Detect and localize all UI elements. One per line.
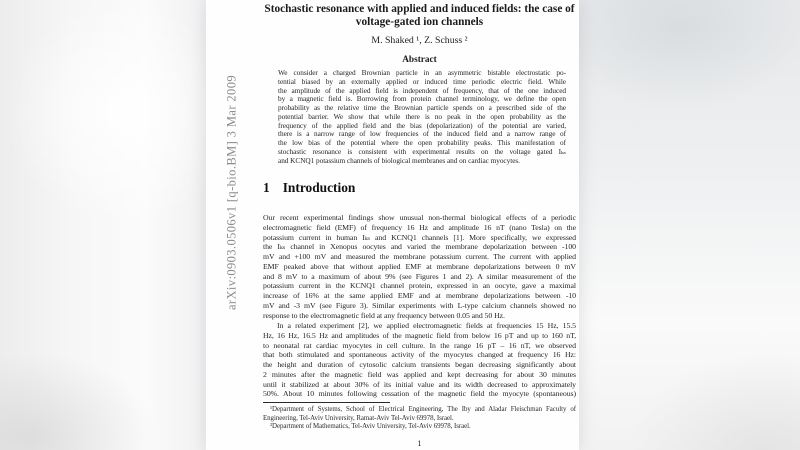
text-line: mV and -3 mV (see Figure 3). Similar experiments with L-type calcium channels showed no: [263, 300, 576, 310]
backdrop-left-strip: [0, 0, 206, 450]
text-line: until it stabilized at about 30% of its initial value and its width decreased to approximately: [263, 379, 576, 389]
text-line: the Iₖₛ channel in Xenopus oocytes and varied the membrane depolarization between -100: [263, 242, 576, 252]
text-line: electromagnetic field (EMF) of frequency 16 Hz and amplitude 16 nT (nano Tesla) on the: [263, 222, 576, 232]
text-line: the low bias of the potential where the open probability peaks. This manifestation of: [278, 138, 566, 147]
paper-page: [206, 0, 579, 450]
text-line: response to the electromagnetic field at any frequency between 0.05 and 50 Hz.: [263, 310, 505, 320]
text-line: Our recent experimental findings show unusual non-thermal biological effects of a periodic: [263, 213, 576, 222]
intro-paragraph-2: [263, 321, 576, 399]
text-line: 2 minutes after the magnetic field was applied and kept decreasing for about 30 minutes: [263, 369, 576, 379]
text-line: and 8 mV to a maximum of about 9% (see Figures 1 and 2). A similar measurement of the: [263, 271, 576, 281]
text-line: by a magnetic field is. Borrowing from protein channel terminology, we define the open: [278, 94, 566, 104]
text-line: increase of 16% at the same applied EMF and at membrane depolarizations between -10: [263, 291, 576, 300]
text-line: tential biased by an externally applied or induced time periodic electric field. While: [278, 76, 566, 86]
abstract-body: [278, 69, 566, 165]
text-line: potassium current in the KCNQ1 channel protein, expressed in an oocyte, gave a maximal: [263, 281, 576, 291]
section-heading-introduction: [263, 180, 576, 196]
text-line: potassium current in human Iₖₛ and KCNQ1 channels [1]. More specifically, we expressed: [263, 232, 576, 242]
abstract-heading: Abstract: [402, 55, 437, 65]
text-line: the amplitude of the applied field is independent of frequency, that of the one induced: [278, 85, 566, 95]
text-line: frequency of the applied field and the bias (depolarization) of the potential are varied,: [278, 120, 566, 130]
text-line: We consider a charged Brownian particle in an asymmetric bistable electrostatic po-: [278, 68, 566, 77]
text-line: Hz, 16 Hz, 16.5 Hz and amplitudes of the magnetic field from below 16 pT and up to 160 nT,: [263, 330, 576, 340]
text-line: EMF peaked above that without applied EMF at membrane depolarizations between 0 mV: [263, 261, 576, 271]
text-line: potential barrier. We show that while there is no peak in the open probability as the: [278, 111, 566, 121]
footnote-rule: [263, 402, 390, 403]
text-line: that both stimulated and spontaneous activity of the myocytes changed at frequency 16 Hz:: [263, 350, 576, 360]
text-line: stochastic resonance is consistent with experimental results on the voltage gated Iₖₛ: [278, 146, 566, 156]
text-line: ²Department of Mathematics, Tel-Aviv University, Tel-Aviv 69978, Israel.: [270, 423, 471, 431]
paper-authors: M. Shaked ¹, Z. Schuss ²: [371, 35, 468, 46]
text-line: ¹Department of Systems, School of Electrical Engineering, The Iby and Aladar Fleischman Faculty of: [270, 406, 576, 413]
footnotes: [263, 406, 576, 432]
section-title: Introduction: [282, 180, 356, 195]
paper-title: [263, 3, 576, 30]
page-number: 1: [417, 438, 422, 448]
text-line: mV and +100 mV and measured the membrane potassium current. The current with applied: [263, 252, 576, 261]
text-line: the height and duration of cytosolic calcium transients began decreasing significantly about: [263, 360, 576, 369]
text-line: Engineering, Tel-Aviv University, Ramat-Aviv Tel-Aviv 69978, Israel.: [263, 414, 454, 422]
intro-paragraph-1: [263, 213, 576, 320]
paper-title-line1: Stochastic resonance with applied and induced fields: the case of: [264, 3, 575, 15]
text-line: and KCNQ1 potassium channels of biological membranes and on cardiac myocytes.: [278, 155, 520, 165]
section-number: 1: [263, 180, 270, 195]
text-line: there is a narrow range of low frequencies of the induced field and a narrow range of: [278, 129, 566, 139]
text-line: probability as the relative time the Brownian particle spends on a prescribed side of the: [278, 103, 566, 112]
text-line: In a related experiment [2], we applied electromagnetic fields at frequencies 15 Hz, 15.5: [277, 321, 576, 330]
arxiv-watermark: arXiv:0903.0506v1 [q-bio.BM] 3 Mar 2009: [224, 74, 239, 311]
backdrop-right-strip: [579, 0, 800, 450]
paper-title-line2: voltage-gated ion channels: [355, 16, 484, 29]
text-line: to neonatal rat cardiac myocytes in cell culture. In the range 16 pT – 16 nT, we observed: [263, 340, 576, 350]
text-line: 50%. About 10 minutes following cessation of the magnetic field the myocyte (spontaneous): [263, 389, 576, 399]
